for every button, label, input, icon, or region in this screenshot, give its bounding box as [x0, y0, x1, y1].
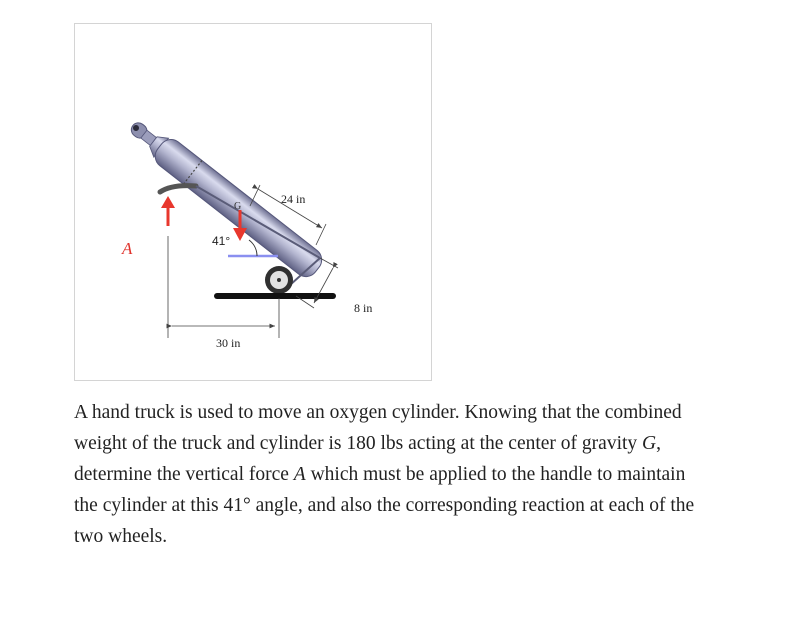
dimension-24in-label: 24 in — [281, 192, 306, 206]
angle-arc — [249, 240, 257, 256]
center-of-gravity-label: G — [234, 201, 242, 212]
dimension-30in — [168, 236, 279, 338]
wheel — [265, 266, 293, 294]
dimension-30in-label: 30 in — [216, 336, 241, 350]
dimension-8in-label: 8 in — [354, 301, 373, 315]
problem-statement: A hand truck is used to move an oxygen cylinder. Knowing that the combined weight of the truck and cylinder is 180 lbs acting at the center of gravity G, determine the vertical force A which must be applied to the handle to maintain the cylinder at this 41° angle, and also the corresponding reaction at each of the two wheels. — [74, 402, 695, 547]
force-a-label: A — [122, 239, 133, 258]
angle-label: 41° — [212, 234, 231, 248]
force-a-arrow — [161, 196, 175, 226]
